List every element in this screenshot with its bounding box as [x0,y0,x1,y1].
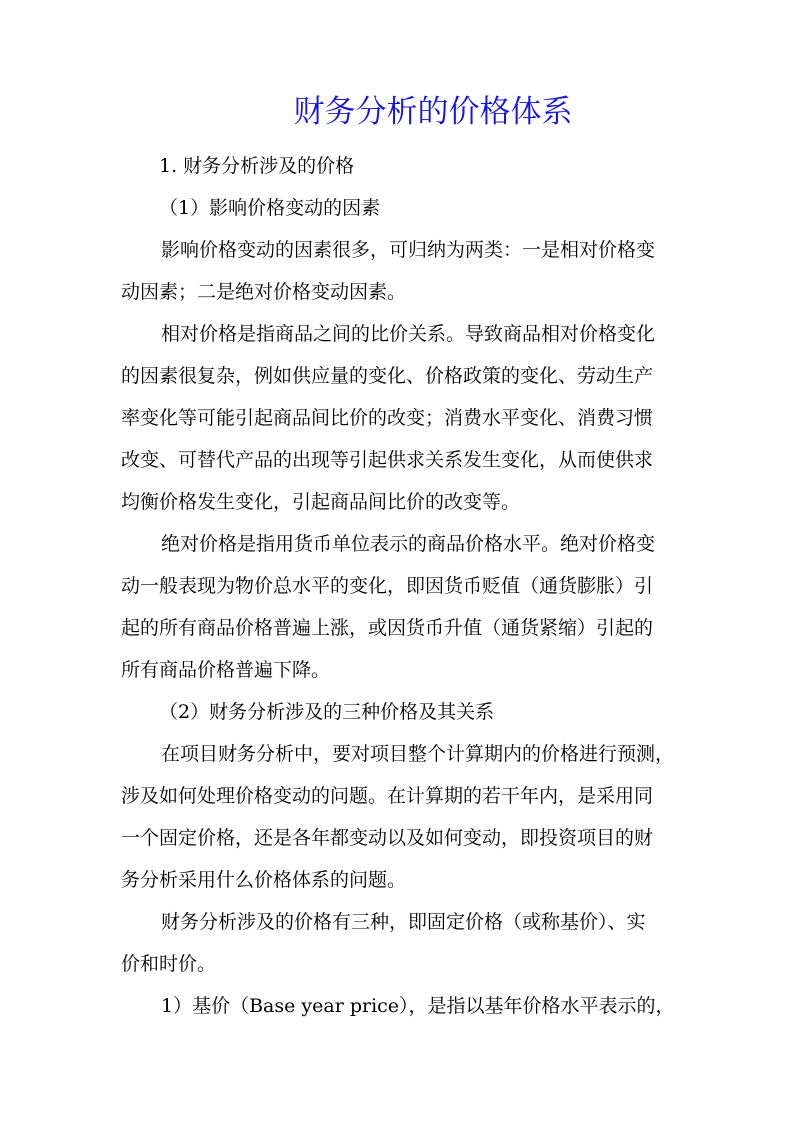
paragraph-line: 影响价格变动的因素很多，可归纳为两类：一是相对价格变 [161,239,656,261]
paragraph-line: 在项目财务分析中，要对项目整个计算期内的价格进行预测， [161,743,675,765]
paragraph-line: 动因素；二是绝对价格变动因素。 [121,281,407,303]
subsection-heading-2: （2）财务分析涉及的三种价格及其关系 [159,701,495,723]
section-heading-1: 1. 财务分析涉及的价格 [159,155,355,177]
paragraph-relative-price [121,313,687,523]
paragraph-line: 务分析采用什么价格体系的问题。 [121,869,407,891]
paragraph-line: 起的所有商品价格普遍上涨，或因货币升值（通货紧缩）引起的 [121,617,654,639]
paragraph-line: 1）基价（Base year price），是指以基年价格水平表示的， [161,995,675,1017]
paragraph-line: 所有商品价格普遍下降。 [121,659,331,681]
subsection-heading-1: （1）影响价格变动的因素 [159,197,381,219]
paragraph-line: 一个固定价格，还是各年都变动以及如何变动，即投资项目的财 [121,827,654,849]
paragraph-absolute-price [121,523,687,691]
paragraph-line: 均衡价格发生变化，引起商品间比价的改变等。 [121,491,521,513]
paragraph-line: 改变、可替代产品的出现等引起供求关系发生变化，从而使供求 [121,449,654,471]
document-title: 财务分析的价格体系 [293,94,573,130]
paragraph-line: 涉及如何处理价格变动的问题。在计算期的若干年内，是采用同 [121,785,654,807]
paragraph-line: 动一般表现为物价总水平的变化，即因货币贬值（通货膨胀）引 [121,575,654,597]
paragraph-line: 价和时价。 [121,953,217,975]
paragraph-price-system [121,733,687,901]
paragraph-line: 相对价格是指商品之间的比价关系。导致商品相对价格变化 [161,323,656,345]
paragraph-base-price [121,985,687,1027]
paragraph-line: 率变化等可能引起商品间比价的改变；消费水平变化、消费习惯 [121,407,654,429]
paragraph-price-factors [121,229,687,313]
paragraph-three-prices [121,901,687,985]
paragraph-line: 财务分析涉及的价格有三种，即固定价格（或称基价）、实 [161,911,646,933]
paragraph-line: 的因素很复杂，例如供应量的变化、价格政策的变化、劳动生产 [121,365,654,387]
document-body [121,145,687,1027]
paragraph-line: 绝对价格是指用货币单位表示的商品价格水平。绝对价格变 [161,533,656,555]
